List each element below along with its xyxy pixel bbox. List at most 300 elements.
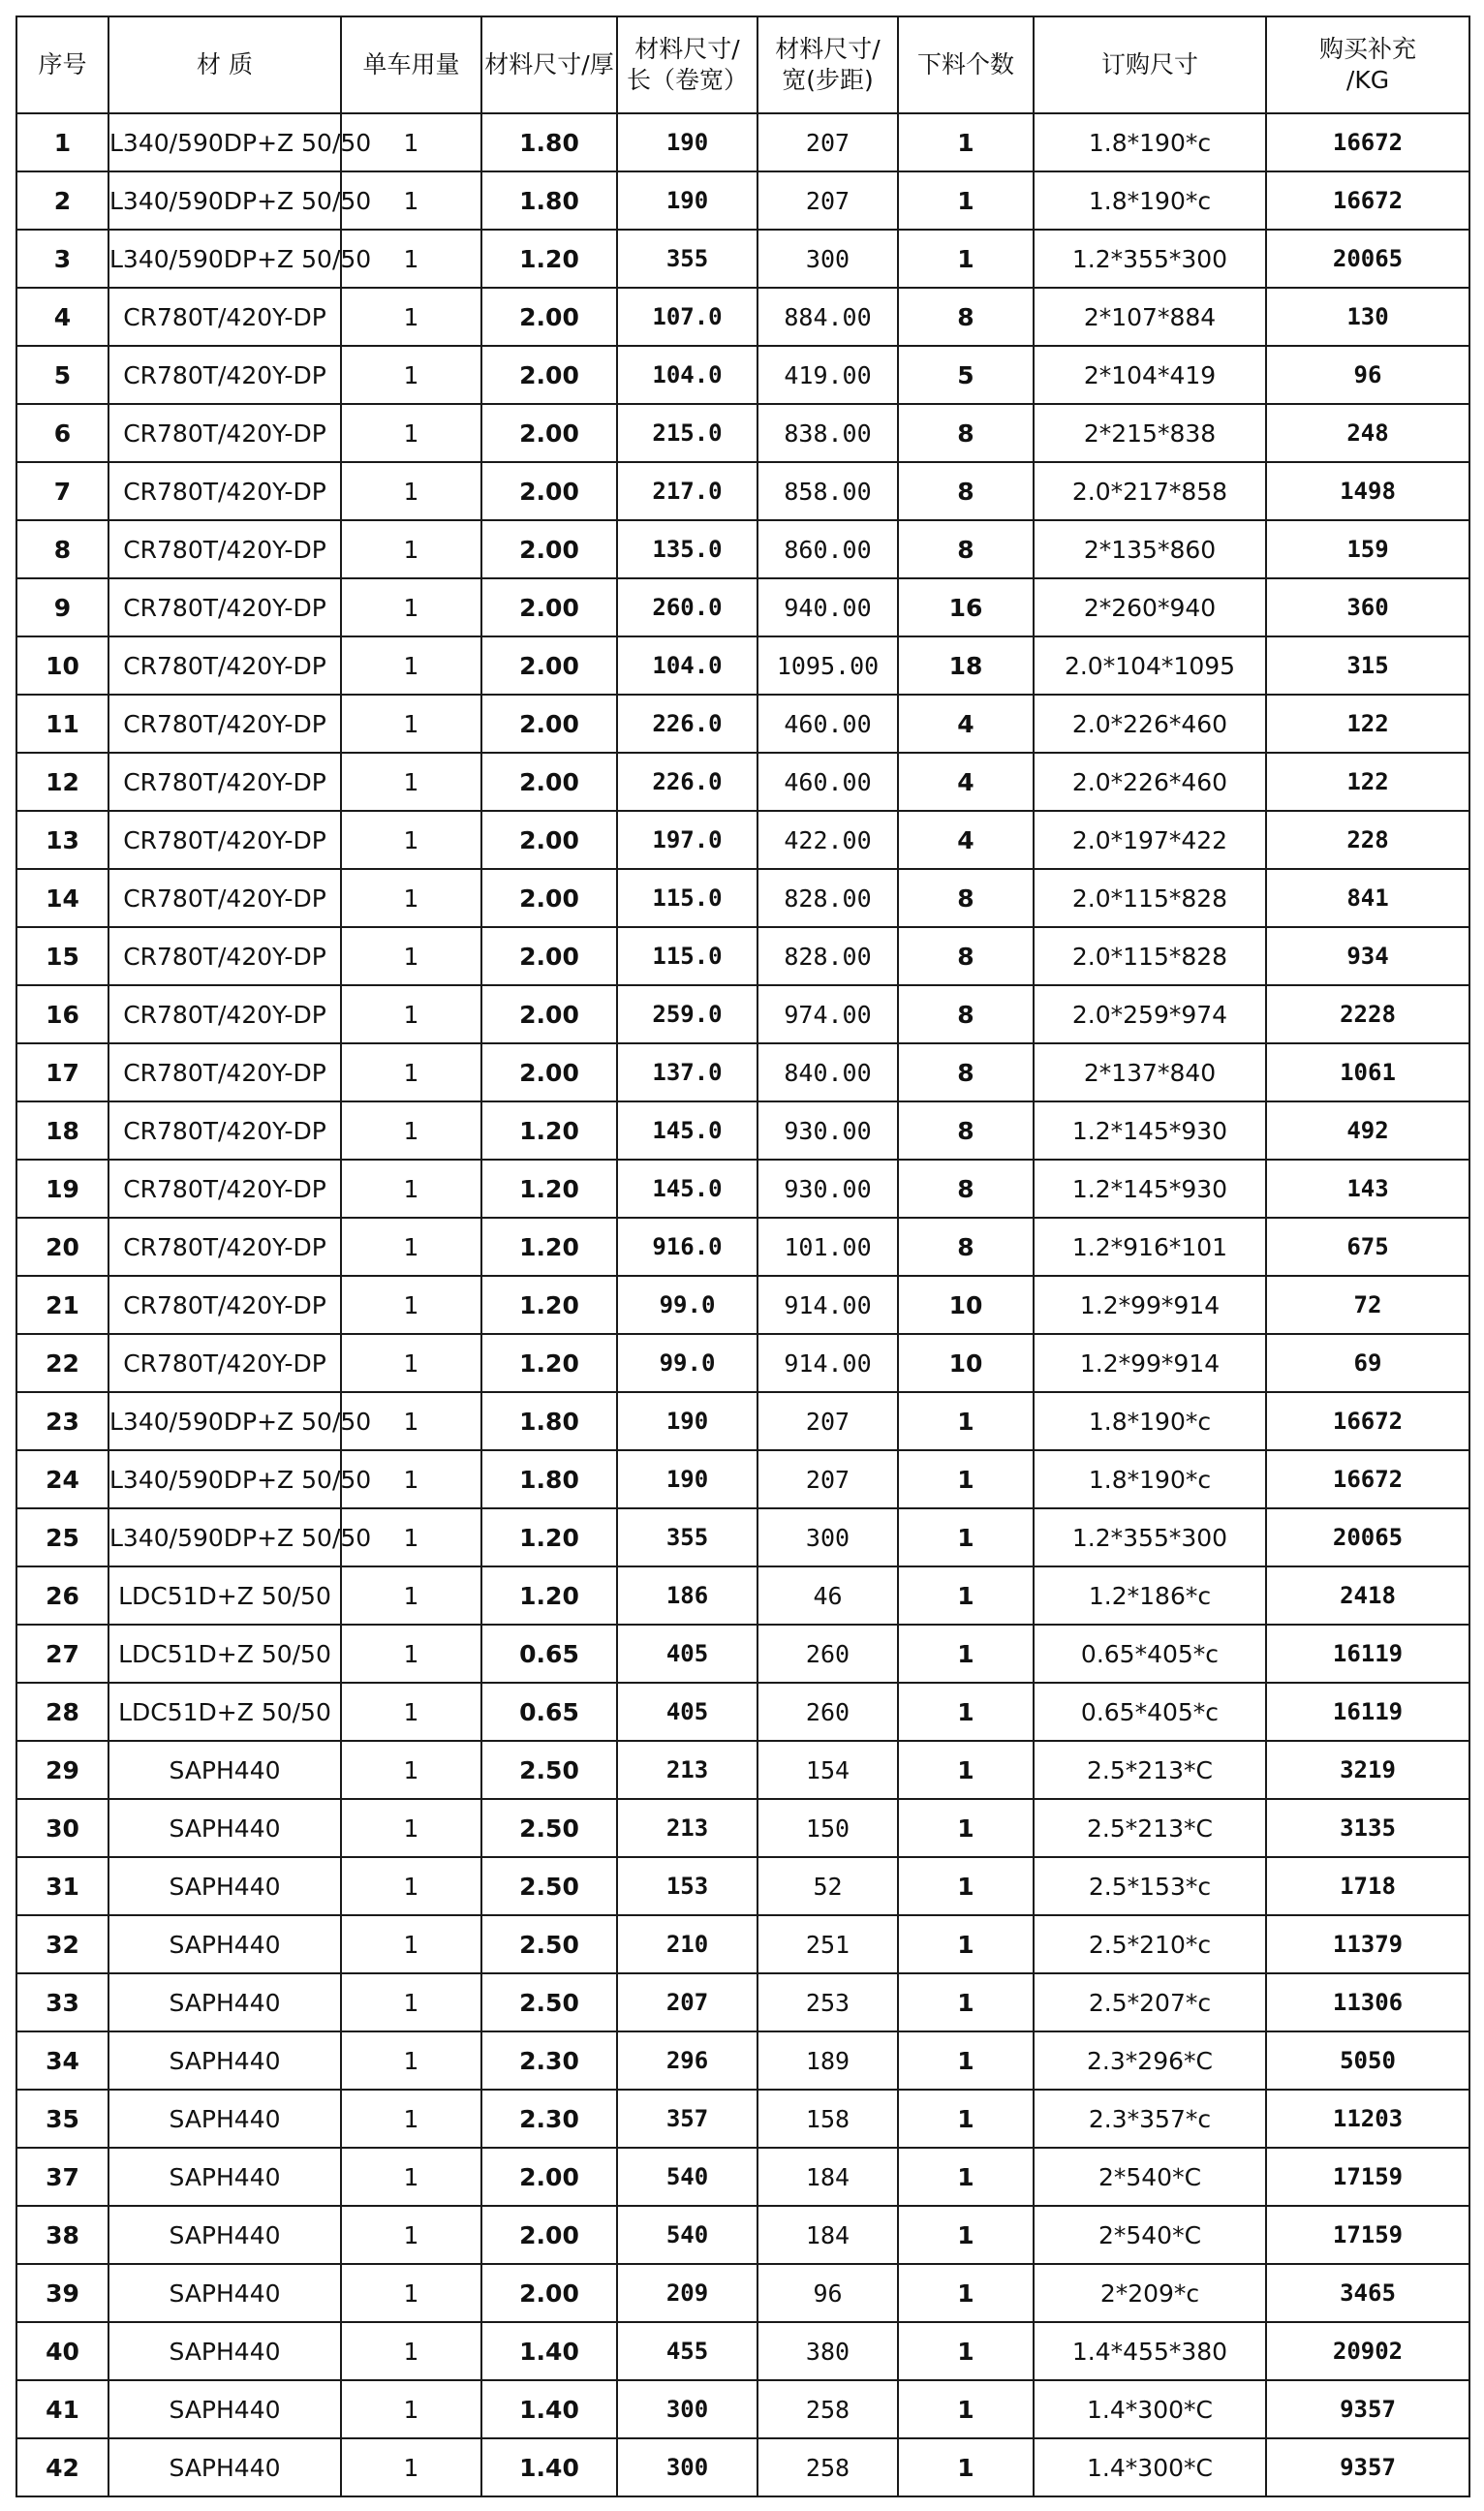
cell-per-vehicle: 1 [341,1741,481,1799]
cell-width: 260 [757,1625,898,1683]
cell-seq: 29 [16,1741,108,1799]
cell-seq: 33 [16,1973,108,2031]
header-purchase-line2: /KG [1345,66,1390,94]
cell-seq: 6 [16,404,108,462]
cell-material: SAPH440 [108,2090,341,2148]
cell-width: 260 [757,1683,898,1741]
cell-seq: 16 [16,985,108,1043]
cell-width: 419.00 [757,346,898,404]
header-width-line1: 材料尺寸/ [775,34,881,63]
cell-blank-count: 4 [898,753,1034,811]
table-row [16,1450,1469,1508]
cell-blank-count: 8 [898,1101,1034,1160]
cell-length: 540 [617,2148,757,2206]
cell-material: L340/590DP+Z 50/50 [108,230,341,288]
table-row [16,520,1469,578]
header-order-size: 订购尺寸 [1034,16,1266,113]
header-width-line2: 宽(步距) [782,66,874,94]
table-row [16,2031,1469,2090]
table-row [16,1973,1469,2031]
cell-purchase: 1061 [1266,1043,1469,1101]
cell-material: CR780T/420Y-DP [108,1334,341,1392]
cell-thickness: 2.00 [481,753,617,811]
cell-blank-count: 1 [898,2090,1034,2148]
cell-material: CR780T/420Y-DP [108,985,341,1043]
table-row [16,1043,1469,1101]
cell-per-vehicle: 1 [341,520,481,578]
cell-seq: 7 [16,462,108,520]
cell-length: 455 [617,2322,757,2380]
table-row [16,636,1469,695]
cell-width: 184 [757,2148,898,2206]
cell-purchase: 315 [1266,636,1469,695]
table-row [16,869,1469,927]
cell-order-size: 2.3*357*c [1034,2090,1266,2148]
cell-purchase: 2418 [1266,1566,1469,1625]
cell-order-size: 2.0*226*460 [1034,695,1266,753]
cell-thickness: 2.50 [481,1741,617,1799]
cell-per-vehicle: 1 [341,695,481,753]
cell-purchase: 20902 [1266,2322,1469,2380]
cell-per-vehicle: 1 [341,1043,481,1101]
cell-per-vehicle: 1 [341,2322,481,2380]
cell-thickness: 2.50 [481,1857,617,1915]
cell-material: CR780T/420Y-DP [108,346,341,404]
cell-thickness: 2.00 [481,2206,617,2264]
cell-blank-count: 4 [898,695,1034,753]
cell-length: 355 [617,230,757,288]
cell-purchase: 16672 [1266,1450,1469,1508]
cell-blank-count: 8 [898,927,1034,985]
cell-material: LDC51D+Z 50/50 [108,1625,341,1683]
cell-material: CR780T/420Y-DP [108,695,341,753]
cell-seq: 24 [16,1450,108,1508]
cell-order-size: 1.2*916*101 [1034,1218,1266,1276]
header-length [617,16,757,113]
cell-width: 914.00 [757,1334,898,1392]
table-row [16,1915,1469,1973]
cell-seq: 40 [16,2322,108,2380]
cell-blank-count: 1 [898,1392,1034,1450]
cell-blank-count: 1 [898,1683,1034,1741]
cell-width: 300 [757,230,898,288]
cell-width: 940.00 [757,578,898,636]
cell-material: L340/590DP+Z 50/50 [108,113,341,171]
cell-order-size: 2.0*104*1095 [1034,636,1266,695]
cell-thickness: 2.00 [481,404,617,462]
cell-order-size: 2*209*c [1034,2264,1266,2322]
cell-seq: 22 [16,1334,108,1392]
cell-length: 104.0 [617,346,757,404]
table-row [16,695,1469,753]
cell-seq: 35 [16,2090,108,2148]
cell-width: 258 [757,2438,898,2496]
cell-seq: 21 [16,1276,108,1334]
cell-thickness: 1.20 [481,1276,617,1334]
cell-order-size: 1.8*190*c [1034,171,1266,230]
cell-thickness: 1.40 [481,2322,617,2380]
cell-blank-count: 1 [898,230,1034,288]
cell-width: 207 [757,113,898,171]
cell-purchase: 16672 [1266,171,1469,230]
cell-material: CR780T/420Y-DP [108,578,341,636]
cell-blank-count: 1 [898,1799,1034,1857]
cell-order-size: 1.4*455*380 [1034,2322,1266,2380]
cell-thickness: 0.65 [481,1625,617,1683]
cell-seq: 39 [16,2264,108,2322]
cell-seq: 31 [16,1857,108,1915]
cell-order-size: 2*135*860 [1034,520,1266,578]
cell-order-size: 2.5*207*c [1034,1973,1266,2031]
cell-order-size: 1.2*186*c [1034,1566,1266,1625]
header-purchase [1266,16,1469,113]
cell-per-vehicle: 1 [341,578,481,636]
header-length-line2: 长（卷宽） [626,66,748,94]
cell-purchase: 3219 [1266,1741,1469,1799]
cell-length: 217.0 [617,462,757,520]
cell-blank-count: 1 [898,171,1034,230]
cell-thickness: 2.00 [481,2148,617,2206]
cell-per-vehicle: 1 [341,985,481,1043]
cell-purchase: 1718 [1266,1857,1469,1915]
table-row [16,1101,1469,1160]
cell-per-vehicle: 1 [341,171,481,230]
cell-length: 104.0 [617,636,757,695]
cell-thickness: 2.50 [481,1799,617,1857]
cell-blank-count: 5 [898,346,1034,404]
cell-material: CR780T/420Y-DP [108,1101,341,1160]
cell-purchase: 11306 [1266,1973,1469,2031]
cell-seq: 12 [16,753,108,811]
cell-purchase: 17159 [1266,2206,1469,2264]
cell-blank-count: 1 [898,1973,1034,2031]
cell-order-size: 2.0*197*422 [1034,811,1266,869]
table-row [16,927,1469,985]
cell-material: SAPH440 [108,2380,341,2438]
cell-blank-count: 8 [898,288,1034,346]
cell-thickness: 2.00 [481,869,617,927]
cell-per-vehicle: 1 [341,346,481,404]
cell-material: CR780T/420Y-DP [108,869,341,927]
cell-blank-count: 8 [898,404,1034,462]
cell-width: 930.00 [757,1160,898,1218]
table-row [16,1566,1469,1625]
cell-per-vehicle: 1 [341,811,481,869]
cell-length: 540 [617,2206,757,2264]
cell-per-vehicle: 1 [341,869,481,927]
cell-order-size: 2*540*C [1034,2206,1266,2264]
cell-order-size: 2.0*115*828 [1034,927,1266,985]
cell-length: 215.0 [617,404,757,462]
cell-width: 828.00 [757,927,898,985]
cell-purchase: 9357 [1266,2380,1469,2438]
table-header [16,16,1469,113]
table-row [16,2148,1469,2206]
cell-seq: 30 [16,1799,108,1857]
cell-purchase: 20065 [1266,1508,1469,1566]
cell-purchase: 96 [1266,346,1469,404]
cell-seq: 23 [16,1392,108,1450]
cell-blank-count: 8 [898,520,1034,578]
cell-seq: 19 [16,1160,108,1218]
table-row [16,1625,1469,1683]
cell-seq: 14 [16,869,108,927]
cell-purchase: 228 [1266,811,1469,869]
cell-length: 99.0 [617,1276,757,1334]
cell-width: 930.00 [757,1101,898,1160]
table-row [16,1392,1469,1450]
cell-length: 209 [617,2264,757,2322]
cell-blank-count: 1 [898,2322,1034,2380]
cell-length: 916.0 [617,1218,757,1276]
cell-per-vehicle: 1 [341,1857,481,1915]
cell-thickness: 1.80 [481,171,617,230]
cell-material: CR780T/420Y-DP [108,520,341,578]
cell-material: CR780T/420Y-DP [108,1276,341,1334]
cell-seq: 8 [16,520,108,578]
cell-thickness: 2.00 [481,927,617,985]
cell-material: SAPH440 [108,2322,341,2380]
cell-purchase: 122 [1266,695,1469,753]
cell-length: 137.0 [617,1043,757,1101]
cell-order-size: 1.8*190*c [1034,1450,1266,1508]
cell-blank-count: 8 [898,1218,1034,1276]
cell-purchase: 9357 [1266,2438,1469,2496]
cell-purchase: 841 [1266,869,1469,927]
cell-width: 460.00 [757,753,898,811]
header-length-line1: 材料尺寸/ [634,34,740,63]
cell-purchase: 1498 [1266,462,1469,520]
cell-thickness: 1.20 [481,1101,617,1160]
header-purchase-line1: 购买补充 [1318,34,1416,63]
table-row [16,2206,1469,2264]
cell-seq: 18 [16,1101,108,1160]
cell-per-vehicle: 1 [341,2438,481,2496]
cell-purchase: 16119 [1266,1625,1469,1683]
cell-blank-count: 8 [898,1043,1034,1101]
cell-order-size: 1.2*99*914 [1034,1276,1266,1334]
cell-blank-count: 1 [898,2380,1034,2438]
table-row [16,1160,1469,1218]
cell-seq: 10 [16,636,108,695]
cell-per-vehicle: 1 [341,1683,481,1741]
cell-material: SAPH440 [108,2206,341,2264]
cell-length: 99.0 [617,1334,757,1392]
cell-blank-count: 10 [898,1276,1034,1334]
cell-seq: 3 [16,230,108,288]
cell-seq: 4 [16,288,108,346]
cell-thickness: 2.00 [481,288,617,346]
cell-seq: 26 [16,1566,108,1625]
cell-material: SAPH440 [108,2438,341,2496]
cell-per-vehicle: 1 [341,927,481,985]
cell-thickness: 2.00 [481,811,617,869]
cell-seq: 42 [16,2438,108,2496]
cell-per-vehicle: 1 [341,462,481,520]
header-width [757,16,898,113]
table-row [16,1508,1469,1566]
cell-width: 422.00 [757,811,898,869]
cell-seq: 20 [16,1218,108,1276]
cell-width: 184 [757,2206,898,2264]
cell-material: CR780T/420Y-DP [108,288,341,346]
cell-width: 207 [757,1450,898,1508]
cell-thickness: 1.40 [481,2380,617,2438]
cell-thickness: 2.00 [481,636,617,695]
cell-length: 135.0 [617,520,757,578]
cell-purchase: 69 [1266,1334,1469,1392]
cell-length: 213 [617,1799,757,1857]
table-row [16,985,1469,1043]
cell-thickness: 2.00 [481,520,617,578]
cell-thickness: 2.00 [481,346,617,404]
cell-order-size: 0.65*405*c [1034,1683,1266,1741]
cell-per-vehicle: 1 [341,230,481,288]
cell-length: 296 [617,2031,757,2090]
cell-order-size: 1.2*145*930 [1034,1101,1266,1160]
table-row [16,404,1469,462]
cell-order-size: 1.2*355*300 [1034,230,1266,288]
cell-blank-count: 10 [898,1334,1034,1392]
cell-order-size: 2.0*217*858 [1034,462,1266,520]
cell-purchase: 130 [1266,288,1469,346]
cell-length: 210 [617,1915,757,1973]
cell-material: CR780T/420Y-DP [108,636,341,695]
cell-thickness: 1.20 [481,230,617,288]
cell-thickness: 1.20 [481,1566,617,1625]
cell-length: 357 [617,2090,757,2148]
cell-seq: 9 [16,578,108,636]
header-seq: 序号 [16,16,108,113]
table-row [16,811,1469,869]
cell-purchase: 675 [1266,1218,1469,1276]
cell-material: L340/590DP+Z 50/50 [108,1508,341,1566]
cell-seq: 38 [16,2206,108,2264]
cell-width: 840.00 [757,1043,898,1101]
cell-order-size: 2*104*419 [1034,346,1266,404]
cell-width: 52 [757,1857,898,1915]
material-table [15,16,1470,2497]
cell-width: 858.00 [757,462,898,520]
cell-length: 153 [617,1857,757,1915]
cell-material: CR780T/420Y-DP [108,1043,341,1101]
cell-blank-count: 1 [898,1915,1034,1973]
cell-purchase: 143 [1266,1160,1469,1218]
cell-length: 145.0 [617,1160,757,1218]
cell-material: CR780T/420Y-DP [108,404,341,462]
cell-thickness: 0.65 [481,1683,617,1741]
cell-length: 405 [617,1683,757,1741]
cell-per-vehicle: 1 [341,2380,481,2438]
cell-material: CR780T/420Y-DP [108,811,341,869]
table-row [16,1741,1469,1799]
cell-length: 355 [617,1508,757,1566]
cell-order-size: 2.5*153*c [1034,1857,1266,1915]
cell-width: 207 [757,1392,898,1450]
table-row [16,2090,1469,2148]
cell-per-vehicle: 1 [341,1625,481,1683]
cell-order-size: 2.0*259*974 [1034,985,1266,1043]
cell-blank-count: 1 [898,1625,1034,1683]
cell-purchase: 3135 [1266,1799,1469,1857]
cell-length: 115.0 [617,869,757,927]
cell-seq: 13 [16,811,108,869]
cell-blank-count: 1 [898,2438,1034,2496]
cell-thickness: 2.30 [481,2031,617,2090]
cell-width: 46 [757,1566,898,1625]
cell-length: 405 [617,1625,757,1683]
cell-purchase: 11379 [1266,1915,1469,1973]
cell-purchase: 248 [1266,404,1469,462]
cell-length: 260.0 [617,578,757,636]
table-row [16,346,1469,404]
cell-thickness: 2.00 [481,1043,617,1101]
table-row [16,578,1469,636]
cell-width: 914.00 [757,1276,898,1334]
cell-material: LDC51D+Z 50/50 [108,1683,341,1741]
table-row [16,753,1469,811]
cell-blank-count: 8 [898,985,1034,1043]
cell-length: 207 [617,1973,757,2031]
cell-width: 189 [757,2031,898,2090]
cell-blank-count: 8 [898,462,1034,520]
cell-per-vehicle: 1 [341,636,481,695]
cell-per-vehicle: 1 [341,1799,481,1857]
cell-per-vehicle: 1 [341,1101,481,1160]
cell-order-size: 1.2*355*300 [1034,1508,1266,1566]
cell-seq: 32 [16,1915,108,1973]
cell-order-size: 1.8*190*c [1034,113,1266,171]
cell-order-size: 1.2*145*930 [1034,1160,1266,1218]
header-blank-count: 下料个数 [898,16,1034,113]
cell-order-size: 2*215*838 [1034,404,1266,462]
cell-order-size: 2.5*213*C [1034,1741,1266,1799]
cell-blank-count: 1 [898,1566,1034,1625]
cell-width: 460.00 [757,695,898,753]
cell-purchase: 11203 [1266,2090,1469,2148]
cell-material: SAPH440 [108,2148,341,2206]
cell-width: 1095.00 [757,636,898,695]
header-row [16,16,1469,113]
cell-purchase: 5050 [1266,2031,1469,2090]
cell-width: 253 [757,1973,898,2031]
cell-seq: 5 [16,346,108,404]
cell-length: 190 [617,113,757,171]
cell-per-vehicle: 1 [341,404,481,462]
cell-blank-count: 4 [898,811,1034,869]
table-row [16,1799,1469,1857]
cell-per-vehicle: 1 [341,1450,481,1508]
cell-width: 251 [757,1915,898,1973]
cell-material: SAPH440 [108,1799,341,1857]
cell-blank-count: 8 [898,1160,1034,1218]
table-body [16,113,1469,2496]
cell-per-vehicle: 1 [341,1334,481,1392]
cell-blank-count: 8 [898,869,1034,927]
cell-per-vehicle: 1 [341,288,481,346]
cell-blank-count: 1 [898,1741,1034,1799]
cell-thickness: 1.80 [481,1450,617,1508]
cell-purchase: 159 [1266,520,1469,578]
cell-thickness: 2.00 [481,462,617,520]
cell-blank-count: 1 [898,2206,1034,2264]
cell-length: 145.0 [617,1101,757,1160]
table-row [16,1334,1469,1392]
cell-width: 974.00 [757,985,898,1043]
cell-seq: 2 [16,171,108,230]
cell-blank-count: 1 [898,113,1034,171]
cell-length: 186 [617,1566,757,1625]
